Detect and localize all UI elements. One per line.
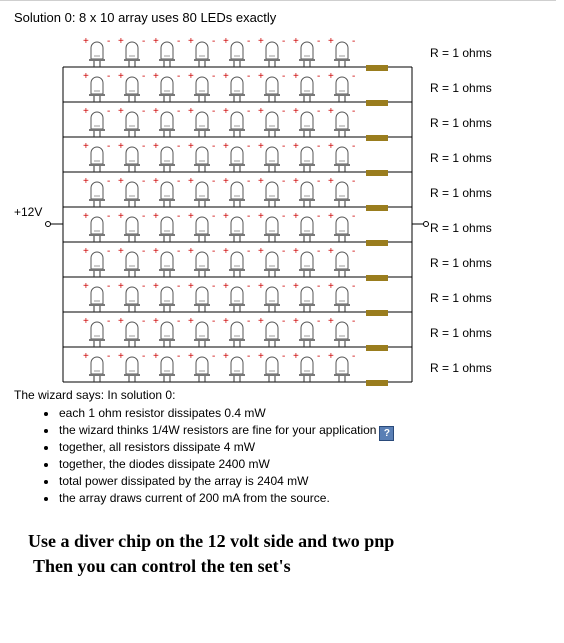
led-base xyxy=(89,374,105,376)
minus-mark: - xyxy=(352,351,356,362)
plus-mark: + xyxy=(118,36,124,47)
minus-mark: - xyxy=(107,141,111,152)
resistor-label: R = 1 ohms xyxy=(430,256,492,270)
led-base xyxy=(124,269,140,271)
minus-mark: - xyxy=(177,316,181,327)
wizard-point: total power dissipated by the array is 2404 mW xyxy=(44,473,394,490)
led-base xyxy=(159,129,175,131)
minus-mark: - xyxy=(107,211,111,222)
led-base xyxy=(299,234,315,236)
plus-mark: + xyxy=(118,316,124,327)
led-base xyxy=(299,164,315,166)
plus-mark: + xyxy=(153,176,159,187)
minus-mark: - xyxy=(282,351,286,362)
led-base xyxy=(299,199,315,201)
led-base xyxy=(229,59,245,61)
minus-mark: - xyxy=(282,316,286,327)
minus-mark: - xyxy=(142,316,146,327)
plus-mark: + xyxy=(223,211,229,222)
resistor xyxy=(366,65,388,71)
minus-mark: - xyxy=(142,281,146,292)
plus-mark: + xyxy=(153,281,159,292)
plus-mark: + xyxy=(293,106,299,117)
minus-mark: - xyxy=(212,211,216,222)
plus-mark: + xyxy=(153,141,159,152)
resistor xyxy=(366,135,388,141)
minus-mark: - xyxy=(177,106,181,117)
led-base xyxy=(194,269,210,271)
led-base xyxy=(124,94,140,96)
plus-mark: + xyxy=(83,316,89,327)
plus-mark: + xyxy=(153,71,159,82)
led-base xyxy=(334,129,350,131)
wizard-point: together, the diodes dissipate 2400 mW xyxy=(44,456,394,473)
led-base xyxy=(159,94,175,96)
wizard-point: each 1 ohm resistor dissipates 0.4 mW xyxy=(44,405,394,422)
minus-mark: - xyxy=(352,281,356,292)
plus-mark: + xyxy=(153,316,159,327)
led-base xyxy=(264,94,280,96)
plus-mark: + xyxy=(153,36,159,47)
minus-mark: - xyxy=(142,36,146,47)
plus-mark: + xyxy=(223,316,229,327)
led-base xyxy=(89,339,105,341)
minus-mark: - xyxy=(247,316,251,327)
led-base xyxy=(194,164,210,166)
led-base xyxy=(159,199,175,201)
led-base xyxy=(299,94,315,96)
plus-mark: + xyxy=(188,281,194,292)
plus-mark: + xyxy=(258,211,264,222)
led-base xyxy=(89,59,105,61)
led-base xyxy=(89,199,105,201)
plus-mark: + xyxy=(83,71,89,82)
plus-mark: + xyxy=(293,176,299,187)
question-mark-icon[interactable]: ? xyxy=(379,426,394,441)
minus-mark: - xyxy=(247,71,251,82)
minus-mark: - xyxy=(247,246,251,257)
plus-mark: + xyxy=(188,351,194,362)
plus-mark: + xyxy=(293,36,299,47)
minus-mark: - xyxy=(352,176,356,187)
plus-mark: + xyxy=(153,211,159,222)
minus-mark: - xyxy=(212,316,216,327)
page-title: Solution 0: 8 x 10 array uses 80 LEDs exactly xyxy=(14,10,277,25)
plus-mark: + xyxy=(328,106,334,117)
led-base xyxy=(299,129,315,131)
minus-mark: - xyxy=(212,176,216,187)
plus-mark: + xyxy=(188,316,194,327)
minus-mark: - xyxy=(317,211,321,222)
led-base xyxy=(194,374,210,376)
minus-mark: - xyxy=(107,246,111,257)
minus-mark: - xyxy=(212,351,216,362)
plus-mark: + xyxy=(223,141,229,152)
plus-mark: + xyxy=(258,71,264,82)
led-base xyxy=(194,234,210,236)
plus-mark: + xyxy=(258,141,264,152)
wizard-point: the wizard thinks 1/4W resistors are fine for your application ? xyxy=(44,422,394,439)
minus-mark: - xyxy=(177,176,181,187)
minus-mark: - xyxy=(177,141,181,152)
led-base xyxy=(299,59,315,61)
resistor-label: R = 1 ohms xyxy=(430,151,492,165)
led-base xyxy=(229,164,245,166)
plus-mark: + xyxy=(258,176,264,187)
minus-mark: - xyxy=(317,246,321,257)
led-base xyxy=(299,304,315,306)
minus-mark: - xyxy=(177,211,181,222)
led-base xyxy=(264,339,280,341)
led-base xyxy=(159,59,175,61)
plus-mark: + xyxy=(258,106,264,117)
led-base xyxy=(299,374,315,376)
led-base xyxy=(124,199,140,201)
return-terminal xyxy=(424,222,429,227)
minus-mark: - xyxy=(107,71,111,82)
led-base xyxy=(264,164,280,166)
plus-mark: + xyxy=(118,351,124,362)
resistor-label: R = 1 ohms xyxy=(430,81,492,95)
led-base xyxy=(89,94,105,96)
minus-mark: - xyxy=(142,211,146,222)
resistor xyxy=(366,170,388,176)
plus-mark: + xyxy=(118,246,124,257)
minus-mark: - xyxy=(107,36,111,47)
minus-mark: - xyxy=(352,246,356,257)
led-base xyxy=(159,304,175,306)
minus-mark: - xyxy=(352,316,356,327)
resistor xyxy=(366,100,388,106)
minus-mark: - xyxy=(247,141,251,152)
minus-mark: - xyxy=(107,316,111,327)
minus-mark: - xyxy=(352,211,356,222)
led-base xyxy=(89,269,105,271)
minus-mark: - xyxy=(282,106,286,117)
led-base xyxy=(89,164,105,166)
minus-mark: - xyxy=(177,36,181,47)
minus-mark: - xyxy=(282,246,286,257)
minus-mark: - xyxy=(142,71,146,82)
led-base xyxy=(334,164,350,166)
minus-mark: - xyxy=(212,281,216,292)
plus-mark: + xyxy=(118,106,124,117)
minus-mark: - xyxy=(177,281,181,292)
wizard-point: the array draws current of 200 mA from the source. xyxy=(44,490,394,507)
led-base xyxy=(194,304,210,306)
resistor xyxy=(366,310,388,316)
plus-mark: + xyxy=(223,176,229,187)
led-base xyxy=(334,59,350,61)
led-base xyxy=(264,59,280,61)
minus-mark: - xyxy=(142,106,146,117)
minus-mark: - xyxy=(352,106,356,117)
led-base xyxy=(334,269,350,271)
minus-mark: - xyxy=(282,281,286,292)
plus-mark: + xyxy=(258,246,264,257)
minus-mark: - xyxy=(352,36,356,47)
led-base xyxy=(229,374,245,376)
plus-mark: + xyxy=(83,106,89,117)
minus-mark: - xyxy=(317,316,321,327)
led-base xyxy=(159,164,175,166)
plus-mark: + xyxy=(293,211,299,222)
plus-mark: + xyxy=(188,176,194,187)
led-base xyxy=(89,304,105,306)
plus-mark: + xyxy=(258,316,264,327)
resistor-label: R = 1 ohms xyxy=(430,46,492,60)
led-base xyxy=(334,199,350,201)
plus-mark: + xyxy=(118,176,124,187)
minus-mark: - xyxy=(177,246,181,257)
minus-mark: - xyxy=(212,71,216,82)
minus-mark: - xyxy=(142,176,146,187)
plus-mark: + xyxy=(118,141,124,152)
plus-mark: + xyxy=(118,71,124,82)
minus-mark: - xyxy=(352,141,356,152)
led-base xyxy=(124,59,140,61)
plus-mark: + xyxy=(293,71,299,82)
minus-mark: - xyxy=(317,351,321,362)
led-base xyxy=(334,304,350,306)
minus-mark: - xyxy=(107,106,111,117)
led-base xyxy=(89,234,105,236)
minus-mark: - xyxy=(282,211,286,222)
led-base xyxy=(159,339,175,341)
led-base xyxy=(334,374,350,376)
led-base xyxy=(229,94,245,96)
minus-mark: - xyxy=(282,36,286,47)
led-base xyxy=(159,269,175,271)
resistor xyxy=(366,275,388,281)
resistor-label: R = 1 ohms xyxy=(430,326,492,340)
plus-mark: + xyxy=(153,351,159,362)
resistor-label: R = 1 ohms xyxy=(430,221,492,235)
resistor-label: R = 1 ohms xyxy=(430,361,492,375)
plus-mark: + xyxy=(188,71,194,82)
plus-mark: + xyxy=(293,281,299,292)
plus-mark: + xyxy=(223,106,229,117)
led-base xyxy=(334,94,350,96)
plus-mark: + xyxy=(293,246,299,257)
plus-mark: + xyxy=(153,106,159,117)
plus-mark: + xyxy=(258,281,264,292)
plus-mark: + xyxy=(223,71,229,82)
plus-mark: + xyxy=(223,36,229,47)
plus-mark: + xyxy=(153,246,159,257)
resistor-label: R = 1 ohms xyxy=(430,186,492,200)
wizard-heading: The wizard says: In solution 0: xyxy=(14,388,176,402)
led-base xyxy=(159,374,175,376)
minus-mark: - xyxy=(247,351,251,362)
resistor xyxy=(366,380,388,386)
led-base xyxy=(89,129,105,131)
led-base xyxy=(299,339,315,341)
minus-mark: - xyxy=(107,176,111,187)
plus-mark: + xyxy=(328,316,334,327)
plus-mark: + xyxy=(83,351,89,362)
resistor xyxy=(366,240,388,246)
minus-mark: - xyxy=(352,71,356,82)
resistor-label: R = 1 ohms xyxy=(430,291,492,305)
resistor-label: R = 1 ohms xyxy=(430,116,492,130)
led-base xyxy=(124,374,140,376)
led-base xyxy=(264,234,280,236)
minus-mark: - xyxy=(142,246,146,257)
minus-mark: - xyxy=(212,246,216,257)
plus-mark: + xyxy=(188,36,194,47)
led-base xyxy=(159,234,175,236)
plus-mark: + xyxy=(83,211,89,222)
led-base xyxy=(194,129,210,131)
plus-mark: + xyxy=(328,211,334,222)
wizard-point: together, all resistors dissipate 4 mW xyxy=(44,439,394,456)
resistor xyxy=(366,205,388,211)
minus-mark: - xyxy=(177,71,181,82)
plus-mark: + xyxy=(328,176,334,187)
plus-mark: + xyxy=(328,71,334,82)
plus-mark: + xyxy=(83,36,89,47)
note-line-2: Then you can control the ten set's xyxy=(33,556,291,576)
minus-mark: - xyxy=(317,71,321,82)
minus-mark: - xyxy=(317,176,321,187)
minus-mark: - xyxy=(282,141,286,152)
plus-mark: + xyxy=(83,141,89,152)
plus-mark: + xyxy=(328,246,334,257)
plus-mark: + xyxy=(293,141,299,152)
plus-mark: + xyxy=(258,351,264,362)
plus-mark: + xyxy=(328,141,334,152)
minus-mark: - xyxy=(317,106,321,117)
minus-mark: - xyxy=(247,281,251,292)
minus-mark: - xyxy=(247,176,251,187)
led-base xyxy=(194,339,210,341)
minus-mark: - xyxy=(212,141,216,152)
led-base xyxy=(124,234,140,236)
minus-mark: - xyxy=(177,351,181,362)
minus-mark: - xyxy=(212,36,216,47)
minus-mark: - xyxy=(282,71,286,82)
led-base xyxy=(264,129,280,131)
minus-mark: - xyxy=(247,211,251,222)
resistor xyxy=(366,345,388,351)
plus-mark: + xyxy=(188,141,194,152)
led-base xyxy=(229,199,245,201)
minus-mark: - xyxy=(142,141,146,152)
led-base xyxy=(124,304,140,306)
plus-mark: + xyxy=(328,281,334,292)
plus-mark: + xyxy=(223,351,229,362)
plus-mark: + xyxy=(293,351,299,362)
led-base xyxy=(264,304,280,306)
wizard-points xyxy=(44,405,394,507)
led-base xyxy=(194,94,210,96)
plus-mark: + xyxy=(258,36,264,47)
plus-mark: + xyxy=(118,281,124,292)
plus-mark: + xyxy=(328,351,334,362)
supply-voltage-label: +12V xyxy=(14,205,43,219)
led-base xyxy=(124,164,140,166)
led-base xyxy=(334,339,350,341)
plus-mark: + xyxy=(83,176,89,187)
plus-mark: + xyxy=(328,36,334,47)
plus-mark: + xyxy=(83,246,89,257)
led-base xyxy=(264,269,280,271)
minus-mark: - xyxy=(142,351,146,362)
plus-mark: + xyxy=(223,246,229,257)
plus-mark: + xyxy=(188,211,194,222)
minus-mark: - xyxy=(317,281,321,292)
led-base xyxy=(194,199,210,201)
minus-mark: - xyxy=(107,351,111,362)
plus-mark: + xyxy=(188,106,194,117)
led-base xyxy=(229,339,245,341)
led-base xyxy=(264,374,280,376)
led-base xyxy=(264,199,280,201)
supply-terminal xyxy=(46,222,51,227)
minus-mark: - xyxy=(282,176,286,187)
plus-mark: + xyxy=(118,211,124,222)
led-base xyxy=(124,339,140,341)
plus-mark: + xyxy=(223,281,229,292)
plus-mark: + xyxy=(293,316,299,327)
led-base xyxy=(124,129,140,131)
led-base xyxy=(194,59,210,61)
led-base xyxy=(334,234,350,236)
plus-mark: + xyxy=(83,281,89,292)
led-base xyxy=(229,129,245,131)
led-base xyxy=(229,234,245,236)
minus-mark: - xyxy=(247,36,251,47)
minus-mark: - xyxy=(247,106,251,117)
minus-mark: - xyxy=(107,281,111,292)
plus-mark: + xyxy=(188,246,194,257)
led-base xyxy=(229,269,245,271)
minus-mark: - xyxy=(317,36,321,47)
minus-mark: - xyxy=(212,106,216,117)
led-base xyxy=(299,269,315,271)
minus-mark: - xyxy=(317,141,321,152)
note-line-1: Use a diver chip on the 12 volt side and two pnp xyxy=(28,531,395,551)
led-base xyxy=(229,304,245,306)
